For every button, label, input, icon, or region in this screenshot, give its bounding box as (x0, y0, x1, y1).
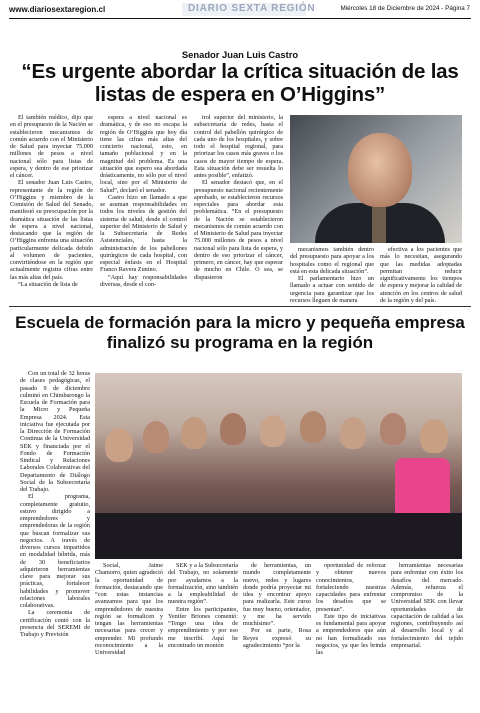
article1-col2 (100, 114, 187, 288)
paragraph: Con un total de 32 horas de clases pedagógicas, el pasado 9 de diciembre culminó en Chimbarongo la Escuela de Formación para la Micro y Pequeña Empresa 2024. Esta iniciativa fue ejecutada por la Dirección de Formación Continua de la Universidad SEK y financiada por el Fondo de Formación Sindical y Relaciones Laborales Colaborativas del Departamento de Diálogo Social de la Subsecretaría del Trabajo. (20, 370, 90, 493)
section-rule (9, 306, 471, 307)
site-url: www.diariosextaregion.cl (9, 5, 106, 14)
paragraph: espera a nivel nacional es dramática, y de eso no escapa la región de O’Higgins que hoy día tiene las cifras más altas del concierto nacional, esto, en tamaño poblacional y en la magnitud del problema. Es una situación que espero sea abordada drásticamente, no sólo por el nivel local, sino por el Ministerio de Salud”, declaró el senador. (100, 114, 187, 194)
paper-name: DIARIO SEXTA REGIÓN (188, 3, 316, 14)
paragraph: “La situación de lista de (18, 280, 78, 288)
paragraph: mecanismos también dentro del presupuesto para apoyar a los hospitales como el regional que está en esta delicada situación”. (290, 246, 374, 275)
face-shape (348, 133, 412, 207)
paragraph: El senador destacó que, en el presupuesto nacional recientemente aprobado, se establecieron recursos especiales para abordar esta problemática. “En el presupuesto de la Nación se establecieron mecanismos de común acuerdo con el Ministerio de Salud para inyectar 75.000 millones de pesos a nivel nacional sólo para lista de espera, y dentro de eso priorizar el cáncer, primero, en cáncer, hay que esperar de mucho en Chile. O sea, se dispusieron (194, 179, 283, 281)
paragraph: El también médico, dijo que en el presupuesto de la Nación se establecieron mecanismos de común acuerdo con el Ministerio de Salud para inyectar 75.000 millones de pesos a nivel nacional sólo para listas de espera, y dentro de ese priorizar el cáncer. (10, 114, 93, 179)
person-shape (105, 428, 133, 462)
article2-headline: Escuela de formación para la micro y pequeña empresa finalizó su programa en la región (15, 313, 465, 352)
date-page: Miércoles 18 de Diciembre de 2024 - Página 7 (340, 5, 470, 12)
person-shape (340, 417, 366, 449)
person-shape (420, 419, 448, 453)
tie-shape (372, 207, 386, 243)
article2-colC (168, 562, 238, 649)
person-shape (300, 411, 326, 443)
paragraph: trol superior del ministerio, la subsecretaría de redes, hasta el control del pabellón quirúrgico de cada uno de los hospitales, y sobre todo el hospital regional, para priorizar los casos más graves o los casos de mayor tiempo de espera. Esta situación debe ser resuelta lo antes posible”, enfatizó. (194, 114, 283, 179)
paragraph: “Aquí hay responsabilidades diversas, desde el con- (100, 273, 187, 288)
paragraph: Castro hizo un llamado a que se asuman responsabilidades en todos los niveles de gestión del sistema de salud, desde el control superior del Ministerio de Salud y la Subsecretaría de Redes Asistenciales, hasta la administración de los pabellones quirúrgicos de cada hospital, con especial énfasis en el Hospital Franco Ravera Zunino. (100, 193, 187, 274)
paragraph: Por su parte, Rosa Reyes expresó su agradecimiento “por la (243, 627, 311, 649)
article2-colB (95, 562, 163, 656)
article1-col1 (10, 114, 93, 288)
paragraph: herramientas necesarias para enfrentar con éxito los desafíos del mercado. Además, refuerza el compromiso de la Universidad SEK con llevar oportunidades de capacitación de calidad a las regiones, contribuyendo así al desarrollo local y al fortalecimiento del tejido empresarial. (391, 562, 463, 649)
paragraph: El parlamentario hizo un llamado a actuar con sentido de urgencia para garantizar que los recursos lleguen de manera (290, 275, 374, 304)
senator-photo (290, 115, 462, 243)
paragraph: oportunidad de reforzar y obtener nuevos conocimientos, fortaleciendo nuestras capacidades para enfrentar los desafíos que se presentan”. (316, 562, 386, 613)
person-shape (380, 413, 406, 445)
article1-col5 (380, 246, 462, 304)
article2-colE (316, 562, 386, 656)
paragraph: El senador Juan Luis Castro, representante de la región de O’Higgins y miembro de la Comisión de Salud del Senado, manifestó su preocupación por la dramática situación de las listas de espera a nivel nacional, destacando que la región de O’Higgins enfrenta una situación particularmente delicada debido al volumen de pacientes, convirtiéndose en la región que actualmente registra cifras entre las más altas del país. (10, 179, 93, 281)
paragraph: El programa, completamente gratuito, estuvo dirigido a emprendedores y emprendedoras de la región que buscan formalizar sus negocios. A través de diversos cursos impartidos en modalidad híbrida, más de 30 beneficiarios adquirieron herramientas clave para mejorar sus prácticas, fortalecer habilidades y promover relaciones laborales colaborativas. (20, 493, 90, 609)
person-shape (220, 413, 246, 445)
article2-colD (243, 562, 311, 649)
floor-shadow (95, 513, 462, 559)
paragraph: SEK y a la Subsecretaría del Trabajo, no solamente por ayudarnos a la formalización, sino también a la empleabilidad de nuestra región”. (168, 562, 238, 606)
paragraph: Entre los participantes, Yenifer Briones comentó: “Tengo una idea de emprendimiento y por eso me inscribí. Aquí he encontrado un montón (168, 605, 238, 649)
article1-kicker: Senador Juan Luis Castro (181, 49, 299, 60)
person-shape (181, 417, 207, 449)
article1-headline: “Es urgente abordar la crítica situación de las listas de espera en O’Higgins” (21, 60, 459, 106)
person-shape (260, 415, 286, 447)
person-shape (143, 421, 169, 453)
article2-colA (20, 370, 90, 638)
paragraph: de herramientas, un mundo completamente nuevo, redes y lugares donde podría proyectar mi idea y encontrar apoyo para realizarla. Este curso fue muy bueno, orientador, y me ha servido muchísimo”. (243, 562, 311, 627)
article2-colF (391, 562, 463, 649)
paragraph: La ceremonia de certificación contó con la presencia del SEREMI de Trabajo y Previsión (20, 609, 90, 638)
header-rule (9, 18, 471, 19)
article1-col4 (290, 246, 374, 304)
group-photo (95, 373, 462, 559)
article1-col3 (194, 114, 283, 281)
paragraph: Social, Jaime Chamorro, quien agradeció la oportunidad de formación, destacando que “con estas instancias avanzamos para que los emprendedores de nuestra región se formalicen y tengan las herramientas necesarias para crecer y emprender. Mi profundo reconocimiento a la Universidad (95, 562, 163, 656)
paragraph: efectiva a los pacientes que más lo necesitan, asegurando que las medidas adoptadas permitan reducir significativamente los tiempos de espera y mejorar la calidad de atención en los centros de salud de la región y del país. (380, 246, 462, 304)
paragraph: Este tipo de iniciativas es fundamental para apoyar a emprendedores que aún no han formalizado sus negocios, ya que les brinda las (316, 612, 386, 656)
